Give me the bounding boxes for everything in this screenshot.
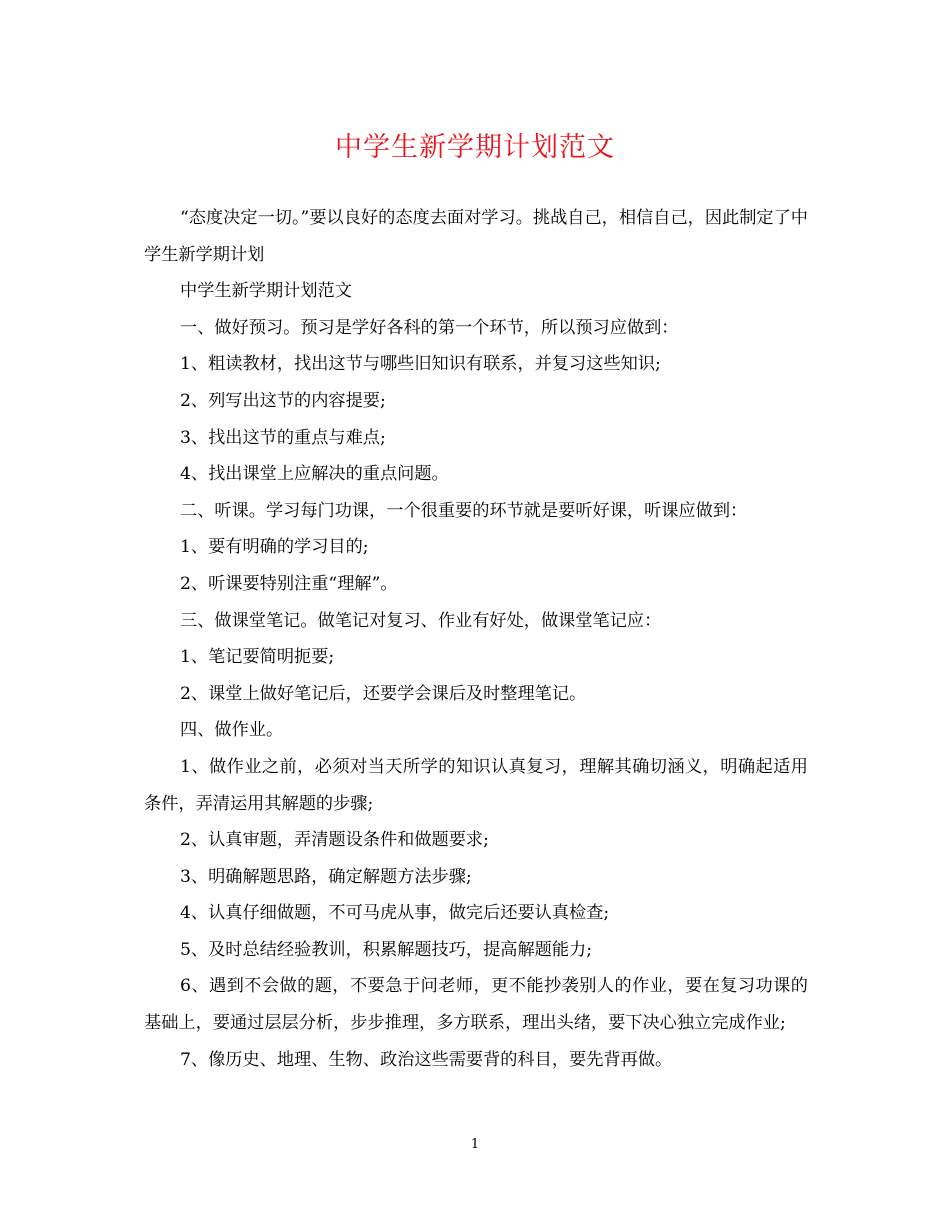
section-heading-listening: 二、听课。学习每门功课，一个很重要的环节就是要听好课，听课应做到： bbox=[180, 500, 748, 521]
document-body bbox=[144, 200, 808, 1078]
intro-paragraph: “态度决定一切。”要以良好的态度去面对学习。挑战自己，相信自己，因此制定了中学生新学期计划 bbox=[144, 208, 808, 265]
subtitle-paragraph: 中学生新学期计划范文 bbox=[180, 281, 352, 302]
list-item: 3、明确解题思路，确定解题方法步骤; bbox=[180, 866, 472, 887]
list-item: 2、列写出这节的内容提要; bbox=[180, 390, 386, 411]
list-item: 6、遇到不会做的题，不要急于问老师，更不能抄袭别人的作业，要在复习功课的基础上，要通过层层分析，步步推理，多方联系，理出头绪，要下决心独立完成作业; bbox=[144, 976, 808, 1034]
list-item: 2、听课要特别注重“理解”。 bbox=[180, 573, 398, 594]
list-item: 4、认真仔细做题，不可马虎从事，做完后还要认真检查; bbox=[180, 903, 610, 924]
list-item: 7、像历史、地理、生物、政治这些需要背的科目，要先背再做。 bbox=[180, 1049, 673, 1070]
list-item: 2、课堂上做好笔记后，还要学会课后及时整理笔记。 bbox=[180, 683, 587, 704]
section-heading-notes: 三、做课堂笔记。做笔记对复习、作业有好处，做课堂笔记应： bbox=[180, 610, 662, 631]
list-item: 1、笔记要简明扼要; bbox=[180, 647, 335, 668]
list-item: 1、要有明确的学习目的; bbox=[180, 537, 369, 558]
section-heading-homework: 四、做作业。 bbox=[180, 720, 284, 741]
list-item: 5、及时总结经验教训，积累解题技巧，提高解题能力; bbox=[180, 939, 593, 960]
list-item: 1、粗读教材，找出这节与哪些旧知识有联系，并复习这些知识; bbox=[180, 354, 661, 375]
list-item: 4、找出课堂上应解决的重点问题。 bbox=[180, 464, 449, 485]
list-item: 3、找出这节的重点与难点; bbox=[180, 427, 386, 448]
page-number: 1 bbox=[470, 1137, 480, 1152]
list-item: 1、做作业之前，必须对当天所学的知识认真复习，理解其确切涵义，明确起适用条件，弄清运用其解题的步骤; bbox=[144, 756, 808, 814]
section-heading-preview: 一、做好预习。预习是学好各科的第一个环节，所以预习应做到： bbox=[180, 317, 679, 338]
page-title: 中学生新学期计划范文 bbox=[335, 132, 615, 163]
list-item: 2、认真审题，弄清题设条件和做题要求; bbox=[180, 830, 489, 851]
